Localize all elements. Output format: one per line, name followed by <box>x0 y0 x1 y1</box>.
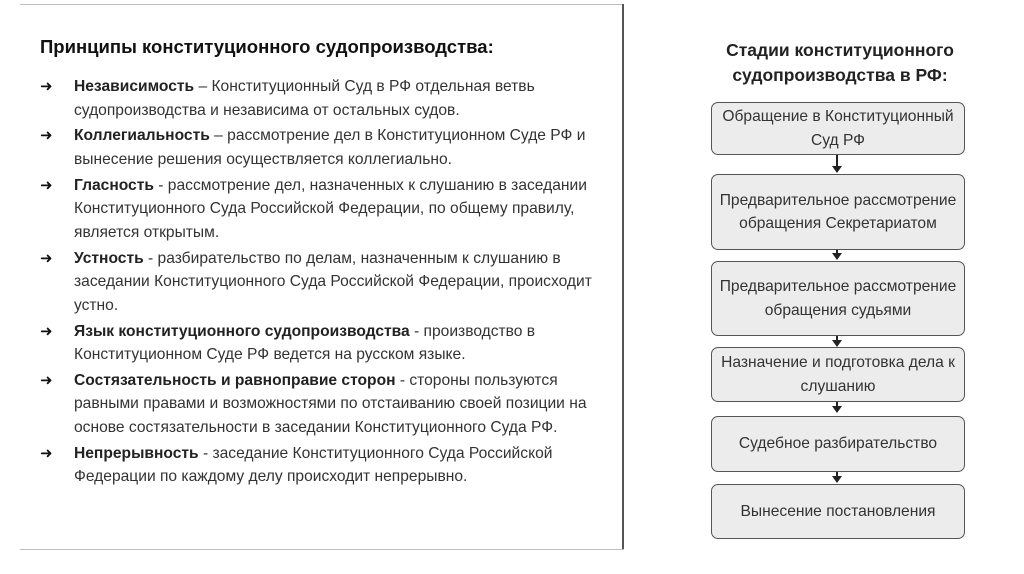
principle-text: - производство в Конституционном Суде РФ ведется на русском языке. <box>74 322 536 364</box>
stage-label: Предварительное рассмотрение обращения Секретариатом <box>719 191 957 232</box>
right-arrow-icon: ➜ <box>40 322 53 340</box>
principle-item <box>40 174 600 245</box>
left-panel-top-border <box>20 4 624 5</box>
principle-text: - стороны пользуются равными правами и возможностями по отстаиванию своей позиции на основе состязательности в заседании Конституционного Суда РФ. <box>74 371 587 436</box>
principle-term: Язык конституционного судопроизводства <box>74 322 410 340</box>
stage-label: Судебное разбирательство <box>738 435 938 453</box>
principle-text: - заседание Конституционного Суда Российской Федерации по каждому делу происходит непрерывно. <box>74 444 553 486</box>
stage-box-trial <box>711 416 965 472</box>
arrow-down-icon <box>832 340 842 347</box>
principle-item <box>40 247 600 318</box>
principle-text: - рассмотрение дел, назначенных к слушанию в заседании Конституционного Суда Российской Федерации, по общему правилу, является открытым. <box>74 176 587 241</box>
principle-item <box>40 75 600 122</box>
principle-item <box>40 124 600 171</box>
right-arrow-icon: ➜ <box>40 176 53 194</box>
principle-term: Независимость <box>74 78 195 95</box>
stage-label: Обращение в Конституционный Суд РФ <box>722 108 954 149</box>
principle-item <box>40 320 600 367</box>
principles-list <box>40 75 600 491</box>
principle-text: – рассмотрение дел в Конституционном Суде РФ и вынесение решения осуществляется коллегиально. <box>74 127 586 168</box>
principle-term: Состязательность и равноправие сторон <box>74 371 396 389</box>
stages-title: Стадии конституционного судопроизводства в РФ: <box>726 40 954 85</box>
stage-box-appeal <box>711 102 965 155</box>
left-panel-right-border <box>622 4 624 550</box>
principle-term: Непрерывность <box>74 444 199 462</box>
right-arrow-icon: ➜ <box>40 444 53 462</box>
arrow-down-icon <box>832 406 842 413</box>
right-arrow-icon: ➜ <box>40 78 53 95</box>
stage-label: Назначение и подготовка дела к слушанию <box>721 354 955 395</box>
principle-term: Устность <box>74 249 144 267</box>
principle-text: – Конституционный Суд в РФ отдельная ветвь судопроизводства и независима от остальных судов. <box>74 78 535 119</box>
left-panel-bottom-border <box>20 549 624 550</box>
stage-box-decision <box>711 484 965 539</box>
arrow-down-icon <box>832 253 842 260</box>
principle-term: Коллегиальность <box>74 127 210 145</box>
stage-box-preparation <box>711 347 965 402</box>
principle-term: Гласность <box>74 176 154 194</box>
right-arrow-icon: ➜ <box>40 371 53 389</box>
stage-box-judges-review <box>711 261 965 336</box>
principle-item <box>40 369 600 440</box>
stage-label: Предварительное рассмотрение обращения судьями <box>719 278 957 319</box>
principle-text: - разбирательство по делам, назначенным к слушанию в заседании Конституционного Суда Российской Федерации, происходит устно. <box>74 249 592 314</box>
stage-label: Вынесение постановления <box>740 502 936 520</box>
principle-item <box>40 442 600 489</box>
right-arrow-icon: ➜ <box>40 127 53 145</box>
stage-box-secretariat-review <box>711 174 965 250</box>
arrow-down-icon <box>832 166 842 173</box>
right-arrow-icon: ➜ <box>40 249 53 267</box>
principles-title: Принципы конституционного судопроизводства: <box>40 36 494 57</box>
arrow-down-icon <box>832 476 842 483</box>
